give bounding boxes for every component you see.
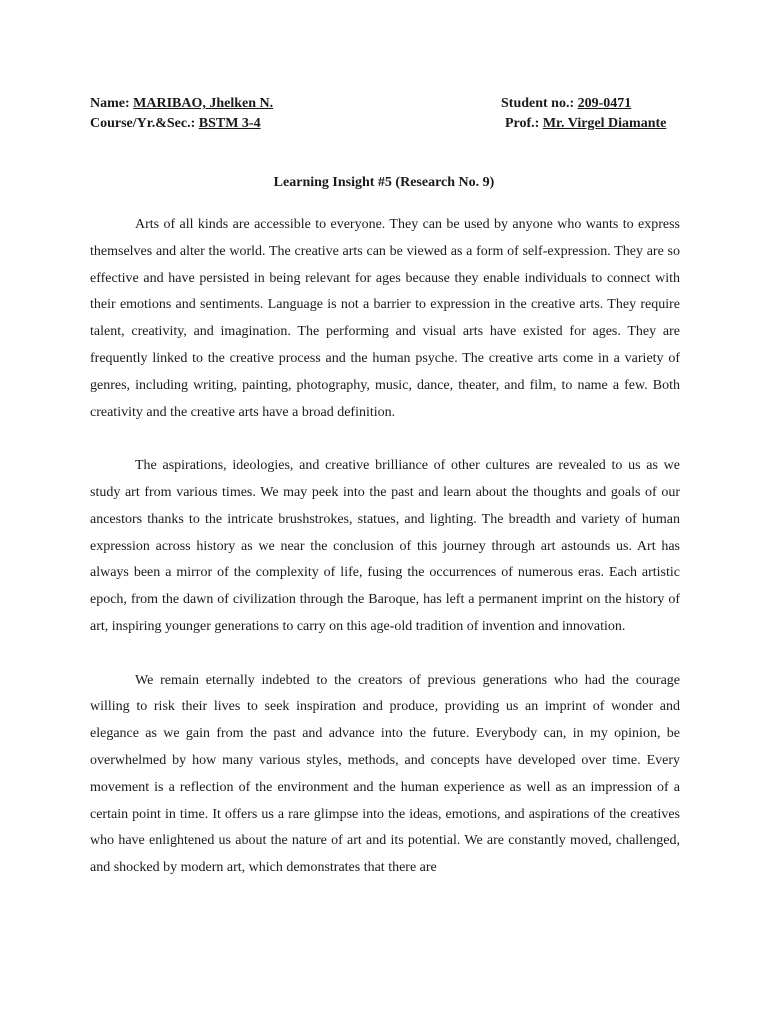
course-field xyxy=(90,114,261,134)
prof-value: Mr. Virgel Diamante xyxy=(542,116,667,131)
paragraph-1: Arts of all kinds are accessible to everyone. They can be used by anyone who wants to express themselves and alter the world. The creative arts can be viewed as a form of self-expression. They are so effective and have persisted in being relevant for ages because they enable individuals to connect with their emotions and sentiments. Language is not a barrier to expression in the creative arts. They require talent, creativity, and imagination. The performing and visual arts have existed for ages. They are frequently linked to the creative process and the human psyche. The creative arts come in a variety of genres, including writing, painting, photography, music, dance, theater, and film, to name a few. Both creativity and the creative arts have a broad definition. xyxy=(90,217,680,420)
document-title: Learning Insight #5 (Research No. 9) xyxy=(273,175,495,190)
paragraph-3: We remain eternally indebted to the creators of previous generations who had the courage willing to risk their lives to seek inspiration and produce, providing us an imprint of wonder and elegance as we gain from the past and advance into the future. Everybody can, in my opinion, be overwhelmed by how many various styles, methods, and concepts have developed over time. Every movement is a reflection of the environment and the human experience as well as an impression of a certain point in time. It offers us a rare glimpse into the ideas, emotions, and aspirations of the creatives who have enlightened us about the nature of art and its potential. We are constantly moved, challenged, and shocked by modern art, which demonstrates that there are xyxy=(90,672,680,876)
name-value: MARIBAO, Jhelken N. xyxy=(133,96,274,111)
name-field xyxy=(90,94,273,114)
paragraph-2: The aspirations, ideologies, and creative brilliance of other cultures are revealed to us as we study art from various times. We may peek into the past and learn about the thoughts and goals of our ancestors thanks to the intricate brushstrokes, statues, and lighting. The breadth and variety of human expression across history as we near the conclusion of this journey through art astounds us. Art has always been a mirror of the complexity of life, fusing the occurrences of numerous eras. Each artistic epoch, from the dawn of civilization through the Baroque, has left a permanent imprint on the history of art, inspiring younger generations to carry on this age-old tradition of invention and innovation. xyxy=(90,458,680,634)
name-label: Name: xyxy=(90,96,130,111)
prof-field xyxy=(505,114,666,134)
header-row-2 xyxy=(90,114,680,134)
student-no-label: Student no.: xyxy=(501,96,575,111)
student-no-value: 209-0471 xyxy=(577,96,632,111)
student-info-header xyxy=(90,94,680,134)
student-no-field xyxy=(501,94,631,114)
prof-label: Prof.: xyxy=(505,116,540,131)
header-row-1 xyxy=(90,94,680,114)
course-label: Course/Yr.&Sec.: xyxy=(90,116,196,131)
document-body xyxy=(90,212,680,909)
course-value: BSTM 3-4 xyxy=(198,116,261,131)
